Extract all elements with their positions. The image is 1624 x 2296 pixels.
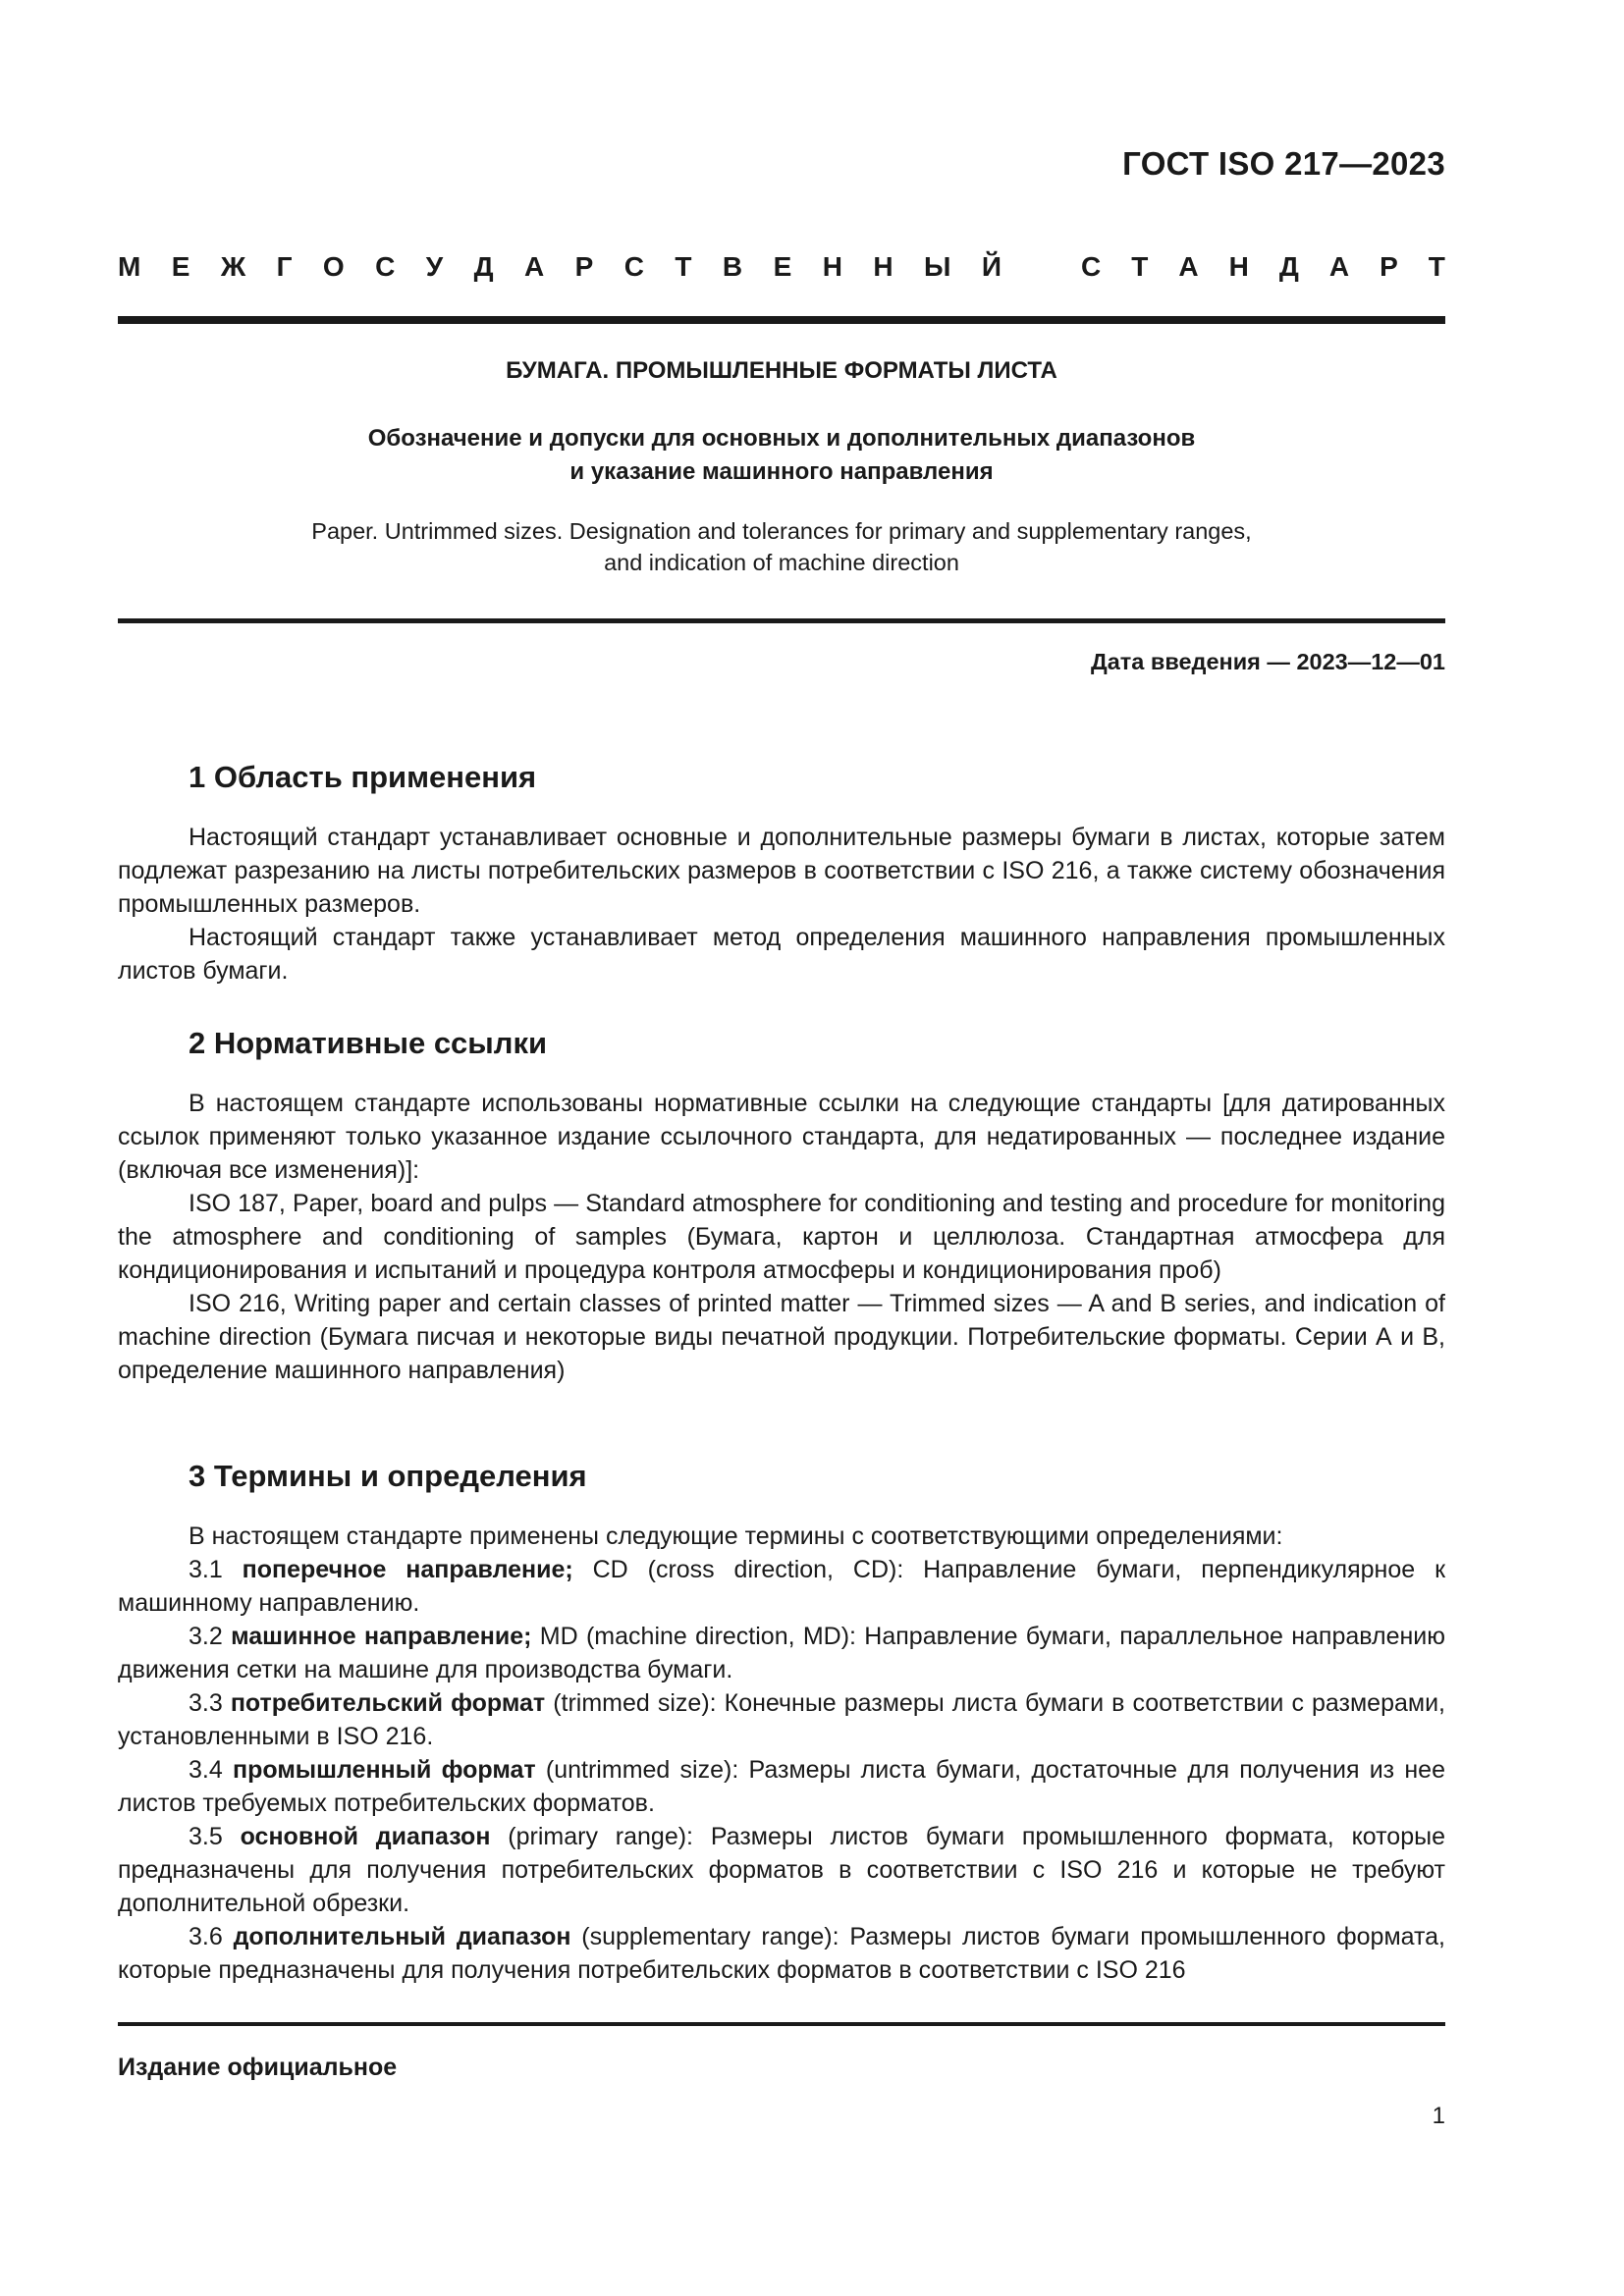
banner-letter: Д [473,251,494,282]
section-2-body [118,1087,1445,1387]
reference-iso-216: ISO 216, Writing paper and certain classes of printed matter — Trimmed sizes — A and B series, and indication of machine direction (Бумага писчая и некоторые виды печатной продукции. Потребительские форматы. Серии А и В, определение машинного направления) [118,1290,1445,1384]
banner-letter: Н [822,251,842,282]
document-subtitle [118,422,1445,489]
definition: (supplementary range): Размеры листов бумаги промышленного формата, которые предназначены для получения потребительских форматов в соответствии с ISO 216 [118,1923,1446,1984]
definition: CD (cross direction, CD): Направление бумаги, перпендикулярное к машинному направлению. [118,1556,1446,1617]
term-number: 3.3 [189,1689,231,1717]
term: промышленный формат [233,1756,536,1784]
section-1-heading: 1 Область применения [189,760,537,794]
term-number: 3.1 [189,1556,243,1583]
interstate-word [118,251,1001,283]
english-title [118,515,1445,578]
definition: (trimmed size): Конечные размеры листа бумаги в соответствии с размерами, установленными в ISO 216. [118,1689,1445,1750]
paragraph: Настоящий стандарт также устанавливает метод определения машинного направления промышленных листов бумаги. [118,924,1445,985]
term: дополнительный диапазон [233,1923,571,1950]
definition: (untrimmed size): Размеры листа бумаги, достаточные для получения из нее листов требуемых потребительских форматов. [118,1756,1445,1817]
banner-letter: О [322,251,345,282]
banner-letter: Е [171,251,190,282]
term-definition [118,1753,1445,1820]
title-divider [118,618,1445,623]
term-definition [118,1820,1445,1920]
section-1-body [118,821,1445,988]
banner-letter: М [118,251,141,282]
section-3-body [118,1520,1445,1987]
banner-letter: Р [574,251,594,282]
term: потребительский формат [230,1689,546,1717]
term-number: 3.4 [189,1756,233,1784]
banner-letter: Ы [924,251,951,282]
banner-letter: Т [675,251,692,282]
banner-letter: С [1081,251,1102,282]
page-number: 1 [1432,2103,1445,2129]
term-definition [118,1553,1445,1620]
banner-letter: С [375,251,396,282]
term-number: 3.6 [189,1923,234,1950]
banner-letter: А [523,251,545,282]
term: основной диапазон [240,1823,491,1850]
term: машинное направление; [231,1623,532,1650]
banner-letter: Е [773,251,792,282]
banner-letter: А [1328,251,1350,282]
banner-letter: Н [1228,251,1249,282]
paragraph: Настоящий стандарт устанавливает основные и дополнительные размеры бумаги в листах, которые затем подлежат разрезанию на листы потребительских размеров в соответствии с ISO 216, а также систему обозначения промышленных размеров. [118,824,1445,918]
paragraph: В настоящем стандарте использованы нормативные ссылки на следующие стандарты [для датированных ссылок применяют только указанное издание ссылочного стандарта, для недатированных — последнее издание (включая все изменения)]: [118,1090,1445,1184]
standard-number: ГОСТ ISO 217—2023 [1122,145,1445,182]
subtitle-line-2: и указание машинного направления [569,458,994,485]
banner-letter: А [1178,251,1199,282]
definition: (primary range): Размеры листов бумаги промышленного формата, которые предназначены для получения потребительских форматов в соответствии с ISO 216 и которые не требуют дополнительной обрезки. [118,1823,1445,1917]
banner-letter: Р [1380,251,1398,282]
document-title: БУМАГА. ПРОМЫШЛЕННЫЕ ФОРМАТЫ ЛИСТА [506,357,1057,384]
term-number: 3.5 [189,1823,241,1850]
banner-letter: В [722,251,743,282]
paragraph: В настоящем стандарте применены следующие термины с соответствующими определениями: [189,1522,1283,1550]
term: поперечное направление; [242,1556,573,1583]
footer-divider [118,2022,1445,2026]
banner-letter: Й [981,251,1001,282]
definition: MD (machine direction, MD): Направление бумаги, параллельное направлению движения сетки на машине для производства бумаги. [118,1623,1445,1683]
english-title-line-2: and indication of machine direction [604,550,959,575]
term-definition [118,1686,1445,1753]
subtitle-line-1: Обозначение и допуски для основных и дополнительных диапазонов [367,425,1196,452]
banner-letter: Т [1131,251,1149,282]
document-page [118,0,1445,2296]
banner-letter: Д [1278,251,1299,282]
banner-letter: Н [873,251,893,282]
official-edition-label: Издание официальное [118,2054,398,2081]
term-definition [118,1920,1445,1987]
reference-iso-187: ISO 187, Paper, board and pulps — Standard atmosphere for conditioning and testing and procedure for monitoring the atmosphere and conditioning of samples (Бумага, картон и целлюлоза. Стандартная атмосфера для кондиционирования и испытаний и процедура контроля атмосферы и кондиционирования проб) [118,1190,1445,1284]
banner-letter: Т [1428,251,1445,282]
english-title-line-1: Paper. Untrimmed sizes. Designation and tolerances for primary and supplementary ranges, [311,518,1252,544]
banner-letter: Г [276,251,293,282]
banner-letter: У [425,251,444,282]
banner-letter: С [623,251,644,282]
banner-letter: Ж [220,251,246,282]
term-definition [118,1620,1445,1686]
top-divider [118,316,1445,324]
introduction-date: Дата введения — 2023—12—01 [1090,649,1445,674]
standard-word [1081,251,1445,283]
section-3-heading: 3 Термины и определения [189,1459,587,1493]
term-number: 3.2 [189,1623,232,1650]
section-2-heading: 2 Нормативные ссылки [189,1026,548,1060]
